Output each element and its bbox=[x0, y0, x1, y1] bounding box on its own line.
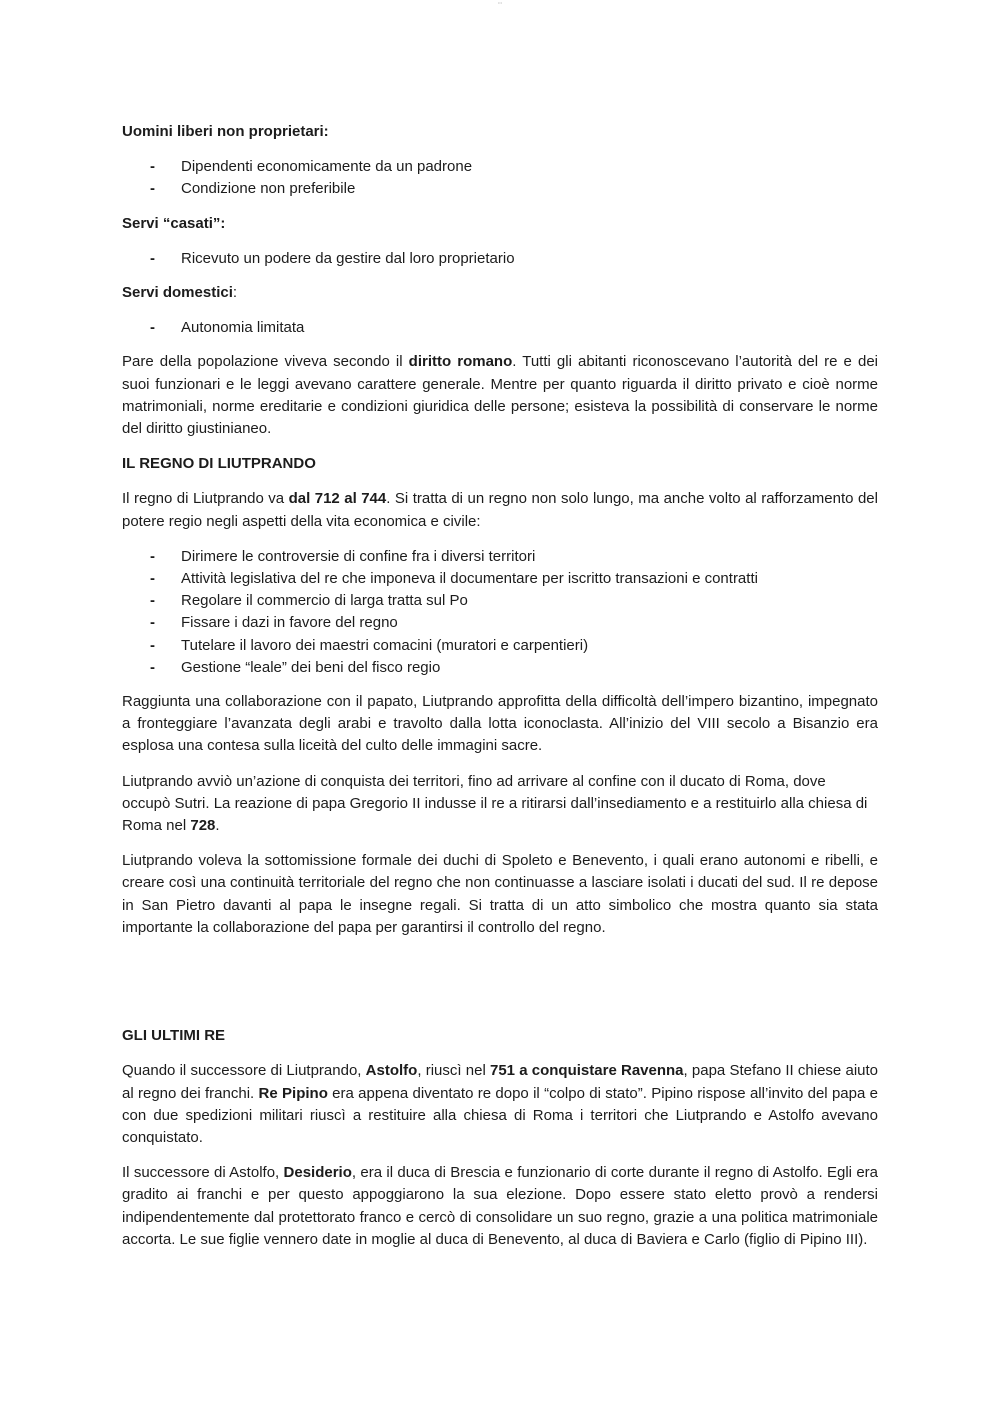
bold-run: diritto romano bbox=[408, 353, 513, 371]
bold-run: Desiderio bbox=[283, 1164, 352, 1182]
dash-marker: - bbox=[150, 319, 155, 337]
heading-servi-domestici bbox=[122, 282, 878, 304]
list-item bbox=[122, 317, 878, 339]
dash-marker: - bbox=[150, 592, 155, 610]
list-item-text: Dirimere le controversie di confine fra i diversi territori bbox=[181, 547, 536, 565]
bold-run: Astolfo bbox=[365, 1062, 418, 1080]
text-run: Quando il successore di Liutprando, bbox=[122, 1062, 366, 1080]
list-item bbox=[122, 156, 878, 178]
bold-run: 728 bbox=[190, 817, 216, 835]
heading-ultimi-re: GLI ULTIMI RE bbox=[122, 1027, 226, 1045]
list-item-text: Tutelare il lavoro dei maestri comacini (muratori e carpentieri) bbox=[181, 636, 589, 654]
paragraph-papato: Raggiunta una collaborazione con il papato, Liutprando approfitta della difficoltà dell’impero bizantino, impegnato a fronteggiare l’avanzata degli arabi e travolto dalla lotta iconoclasta. All’inizio del VIII secolo a Bisanzio era esplosa una contesa sulla liceità del culto delle immagini sacre. bbox=[122, 693, 878, 755]
heading-liutprando: IL REGNO DI LIUTPRANDO bbox=[122, 455, 316, 473]
paragraph-conquista bbox=[122, 771, 878, 838]
bold-run: dal 712 al 744 bbox=[288, 490, 387, 508]
dash-marker: - bbox=[150, 658, 155, 676]
list-servi-domestici bbox=[122, 317, 878, 339]
list-item bbox=[122, 635, 878, 657]
list-item-text: Ricevuto un podere da gestire dal loro proprietario bbox=[181, 249, 515, 267]
list-item bbox=[122, 568, 878, 590]
list-item-text: Fissare i dazi in favore del regno bbox=[181, 614, 398, 632]
header-mark: ••• bbox=[497, 0, 503, 5]
text-run: . bbox=[215, 817, 220, 835]
text-run: , era il duca di Brescia e funzionario di corte durante il regno di Astolfo. Egli era gradito ai franchi e per questo appoggiarono la sua elezione. Dopo essere stato eletto provò a rendersi indipendentemente dal protettorato franco e cercò di consolidare un suo regno, grazie a una politica matrimoniale accorta. Le sue figlie vennero date in moglie al duca di Benevento, al duca di Baviera e Carlo (figlio di Pipino III). bbox=[122, 1164, 879, 1248]
paragraph-desiderio bbox=[122, 1162, 878, 1251]
list-item bbox=[122, 590, 878, 612]
list-item bbox=[122, 248, 878, 270]
dash-marker: - bbox=[150, 249, 155, 267]
heading-servi-casati: Servi “casati”: bbox=[122, 214, 226, 232]
text-run: Il successore di Astolfo, bbox=[122, 1164, 284, 1182]
list-item-text: Condizione non preferibile bbox=[181, 180, 356, 198]
list-liutprando bbox=[122, 546, 878, 679]
list-uomini-liberi bbox=[122, 156, 878, 200]
list-item-text: Regolare il commercio di larga tratta sul Po bbox=[181, 592, 468, 610]
paragraph-duchi: Liutprando voleva la sottomissione formale dei duchi di Spoleto e Benevento, i quali erano autonomi e ribelli, e creare così una continuità territoriale del regno che non continuasse a lasciare isolati i ducati del sud. Il re depose in San Pietro davanti al papa le insegne regali. Si tratta di un atto simbolico che mostra quanto sia stata importante la collaborazione del papa per garantirsi il controllo del regno. bbox=[122, 852, 878, 936]
list-item bbox=[122, 612, 878, 634]
section-spacer bbox=[122, 952, 878, 1025]
list-item-text: Gestione “leale” dei beni del fisco regio bbox=[181, 658, 441, 676]
list-item-text: Dipendenti economicamente da un padrone bbox=[181, 158, 473, 176]
list-item bbox=[122, 657, 878, 679]
text-run: Pare della popolazione viveva secondo il bbox=[122, 353, 409, 371]
dash-marker: - bbox=[150, 158, 155, 176]
list-servi-casati bbox=[122, 248, 878, 270]
text-run: Il regno di Liutprando va bbox=[122, 490, 289, 508]
heading-text: Servi domestici bbox=[122, 284, 233, 302]
dash-marker: - bbox=[150, 636, 155, 654]
list-item bbox=[122, 178, 878, 200]
heading-colon: : bbox=[232, 284, 238, 302]
text-run: , papa Stefano II chiese aiuto al regno dei franchi. bbox=[122, 1062, 879, 1102]
text-run: Liutprando avviò un’azione di conquista dei territori, fino ad arrivare al confine con il ducato di Roma, dove occupò Sutri. La reazione di papa Gregorio II indusse il re a ritirarsi dall’insediamento e a restituirlo alla chiesa di Roma nel bbox=[122, 772, 868, 835]
bold-run: 751 a conquistare Ravenna bbox=[489, 1062, 684, 1080]
list-item-text: Attività legislativa del re che imponeva il documentare per iscritto transazioni e contratti bbox=[181, 570, 758, 588]
text-run: , riuscì nel bbox=[417, 1062, 490, 1080]
dash-marker: - bbox=[150, 180, 155, 198]
dash-marker: - bbox=[150, 547, 155, 565]
list-item bbox=[122, 546, 878, 568]
bold-run: Re Pipino bbox=[258, 1084, 328, 1102]
dash-marker: - bbox=[150, 570, 155, 588]
dash-marker: - bbox=[150, 614, 155, 632]
text-run: era appena diventato re dopo il “colpo di stato”. Pipino rispose all’invito del papa e con due spedizioni militari riuscì a restituire alla chiesa di Roma i territori che Liutprando e Astolfo avevano conquistato. bbox=[122, 1084, 878, 1146]
paragraph-diritto bbox=[122, 351, 878, 440]
heading-uomini-liberi: Uomini liberi non proprietari: bbox=[122, 123, 329, 140]
text-run: . Si tratta di un regno non solo lungo, ma anche volto al rafforzamento del potere regio negli aspetti della vita economica e civile: bbox=[122, 490, 878, 530]
document-body bbox=[122, 121, 878, 1264]
list-item-text: Autonomia limitata bbox=[181, 319, 305, 337]
paragraph-liutprando-intro bbox=[122, 488, 878, 532]
paragraph-astolfo bbox=[122, 1060, 878, 1149]
text-run: . Tutti gli abitanti riconoscevano l’autorità del re e dei suoi funzionari e le leggi avevano carattere generale. Mentre per quanto riguarda il diritto privato e cioè norme matrimoniali, norme ereditarie e condizioni giuridica delle persone; esisteva la possibilità di conservare le norme del diritto giustinianeo. bbox=[122, 353, 878, 438]
